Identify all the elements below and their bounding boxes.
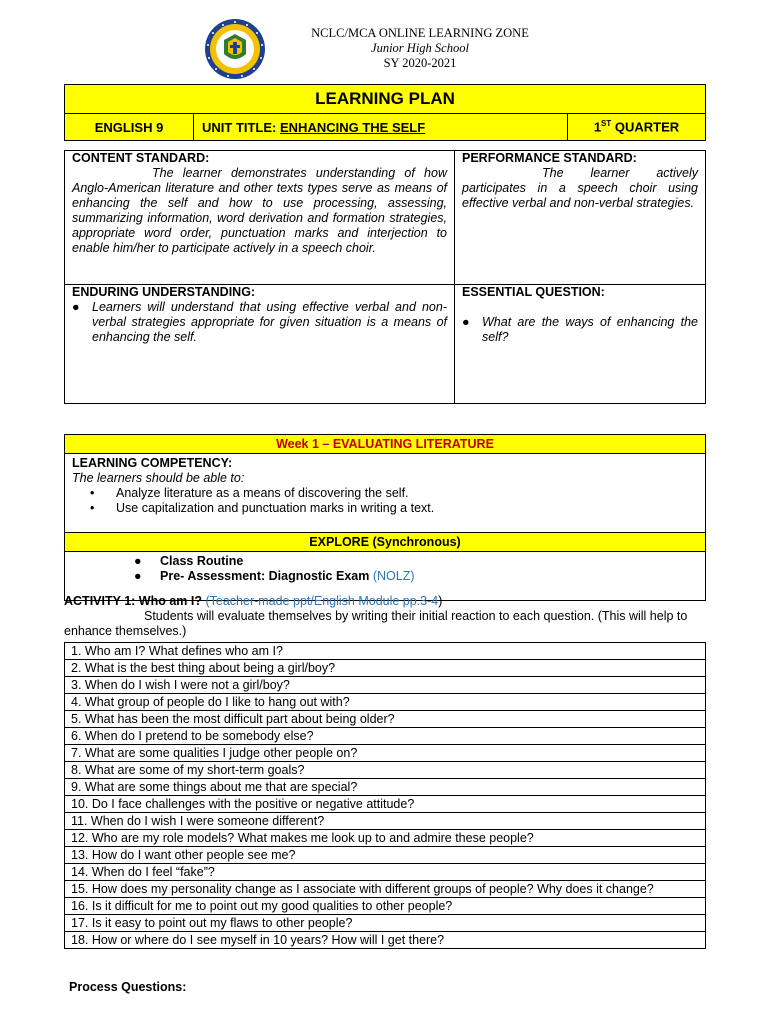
table-row bbox=[65, 660, 706, 677]
table-row bbox=[65, 830, 706, 847]
week-table bbox=[64, 434, 706, 601]
list-item bbox=[72, 501, 698, 516]
question-cell: 12. Who are my role models? What makes me look up to and admire these people? bbox=[65, 830, 706, 847]
learning-plan-header bbox=[64, 84, 706, 141]
document-header bbox=[0, 0, 768, 80]
table-row bbox=[65, 881, 706, 898]
quarter-number: 1 bbox=[593, 119, 602, 135]
table-row bbox=[65, 813, 706, 830]
explore-list bbox=[72, 554, 698, 584]
activity-title: ACTIVITY 1: Who am I? bbox=[64, 594, 202, 608]
learning-competency-cell bbox=[65, 454, 706, 533]
school-year: SY 2020-2021 bbox=[383, 56, 457, 70]
bullet-icon: ● bbox=[134, 569, 142, 583]
table-row bbox=[65, 745, 706, 762]
list-item bbox=[72, 486, 698, 501]
question-cell: 6. When do I pretend to be somebody else? bbox=[65, 728, 706, 745]
question-cell: 10. Do I face challenges with the positive or negative attitude? bbox=[65, 796, 706, 813]
list-item bbox=[72, 569, 698, 584]
essential-question-label: ESSENTIAL QUESTION: bbox=[462, 285, 605, 299]
school-info bbox=[260, 26, 580, 71]
essential-question-text: What are the ways of enhancing the self? bbox=[482, 315, 698, 344]
table-row bbox=[65, 694, 706, 711]
essential-question-cell bbox=[455, 285, 706, 404]
content-standard-label: CONTENT STANDARD: bbox=[72, 151, 210, 165]
performance-standard-cell bbox=[455, 151, 706, 285]
school-level: Junior High School bbox=[371, 41, 469, 55]
bullet-icon: • bbox=[90, 501, 95, 515]
content-standard-text: The learner demonstrates understanding of how Anglo-American literature and other texts types serve as means of enhancing the self and how to use processing, assessing, summarizing information, word derivation and formation strategies, appropriate word order, punctuation marks and interjection to enable him/her to participate actively in a speech choir. bbox=[72, 166, 447, 255]
activity-section bbox=[64, 594, 706, 639]
plan-title: LEARNING PLAN bbox=[65, 85, 706, 114]
performance-standard-label: PERFORMANCE STANDARD: bbox=[462, 151, 637, 165]
pre-assessment-note: (NOLZ) bbox=[372, 569, 415, 583]
enduring-understanding-label: ENDURING UNDERSTANDING: bbox=[72, 285, 256, 299]
learning-competency-intro: The learners should be able to: bbox=[72, 471, 245, 485]
table-row bbox=[65, 643, 706, 660]
question-cell: 5. What has been the most difficult part about being older? bbox=[65, 711, 706, 728]
table-row bbox=[65, 796, 706, 813]
enduring-understanding-item bbox=[72, 300, 447, 345]
pre-assessment: Pre- Assessment: Diagnostic Exam bbox=[160, 569, 370, 583]
school-name: NCLC/MCA ONLINE LEARNING ZONE bbox=[311, 26, 529, 40]
essential-question-item bbox=[462, 315, 698, 345]
list-item bbox=[72, 554, 698, 569]
question-cell: 8. What are some of my short-term goals? bbox=[65, 762, 706, 779]
process-questions-heading: Process Questions: bbox=[69, 980, 187, 994]
activity-heading bbox=[64, 594, 706, 609]
enduring-understanding-cell bbox=[65, 285, 455, 404]
class-routine: Class Routine bbox=[160, 554, 244, 568]
table-row bbox=[65, 847, 706, 864]
bullet-icon: ● bbox=[134, 554, 142, 568]
quarter-word: QUARTER bbox=[611, 119, 680, 135]
bullet-icon: ● bbox=[462, 315, 470, 329]
performance-standard-text: The learner actively participates in a speech choir using effective verbal and non-verbal strategies. bbox=[462, 166, 698, 210]
table-row bbox=[65, 932, 706, 949]
competency-text: Use capitalization and punctuation marks in writing a text. bbox=[116, 501, 435, 515]
question-cell: 16. Is it difficult for me to point out my good qualities to other people? bbox=[65, 898, 706, 915]
quarter-cell bbox=[568, 114, 706, 141]
table-row bbox=[65, 898, 706, 915]
subject-cell: ENGLISH 9 bbox=[65, 114, 194, 141]
week-title: Week 1 – EVALUATING LITERATURE bbox=[65, 435, 706, 454]
table-row bbox=[65, 779, 706, 796]
unit-title-cell bbox=[194, 114, 568, 141]
unit-title: ENHANCING THE SELF bbox=[280, 119, 426, 135]
explore-label: EXPLORE (Synchronous) bbox=[65, 533, 706, 552]
question-cell: 4. What group of people do I like to hang out with? bbox=[65, 694, 706, 711]
question-cell: 9. What are some things about me that are special? bbox=[65, 779, 706, 796]
question-cell: 14. When do I feel “fake”? bbox=[65, 864, 706, 881]
table-row bbox=[65, 915, 706, 932]
quarter-suffix: ST bbox=[601, 119, 612, 129]
bullet-icon: • bbox=[90, 486, 95, 500]
school-seal-icon bbox=[204, 18, 266, 80]
standards-table bbox=[64, 150, 706, 404]
question-cell: 17. Is it easy to point out my flaws to other people? bbox=[65, 915, 706, 932]
question-cell: 2. What is the best thing about being a girl/boy? bbox=[65, 660, 706, 677]
table-row bbox=[65, 677, 706, 694]
question-cell: 11. When do I wish I were someone different? bbox=[65, 813, 706, 830]
question-cell: 13. How do I want other people see me? bbox=[65, 847, 706, 864]
question-cell: 1. Who am I? What defines who am I? bbox=[65, 643, 706, 660]
table-row bbox=[65, 762, 706, 779]
enduring-understanding-text: Learners will understand that using effective verbal and non-verbal strategies appropriate for given situation is a means of enhancing the self. bbox=[92, 300, 447, 344]
question-cell: 3. When do I wish I were not a girl/boy? bbox=[65, 677, 706, 694]
question-cell: 18. How or where do I see myself in 10 years? How will I get there? bbox=[65, 932, 706, 949]
bullet-icon: ● bbox=[72, 300, 80, 314]
competency-list bbox=[72, 486, 698, 516]
activity-source-close: ) bbox=[438, 594, 443, 608]
learning-competency-label: LEARNING COMPETENCY: bbox=[72, 456, 233, 470]
table-row bbox=[65, 864, 706, 881]
unit-label: UNIT TITLE: bbox=[202, 119, 280, 135]
table-row bbox=[65, 711, 706, 728]
content-standard-cell bbox=[65, 151, 455, 285]
question-cell: 15. How does my personality change as I associate with different groups of people? Why does it change? bbox=[65, 881, 706, 898]
competency-text: Analyze literature as a means of discovering the self. bbox=[116, 486, 409, 500]
question-cell: 7. What are some qualities I judge other people on? bbox=[65, 745, 706, 762]
table-row bbox=[65, 728, 706, 745]
questions-table bbox=[64, 642, 706, 949]
activity-source: (Teacher-made ppt/English Module pp.3-4 bbox=[205, 594, 439, 608]
activity-instructions: Students will evaluate themselves by writing their initial reaction to each question. (This will help to enhance themselves.) bbox=[64, 609, 688, 638]
